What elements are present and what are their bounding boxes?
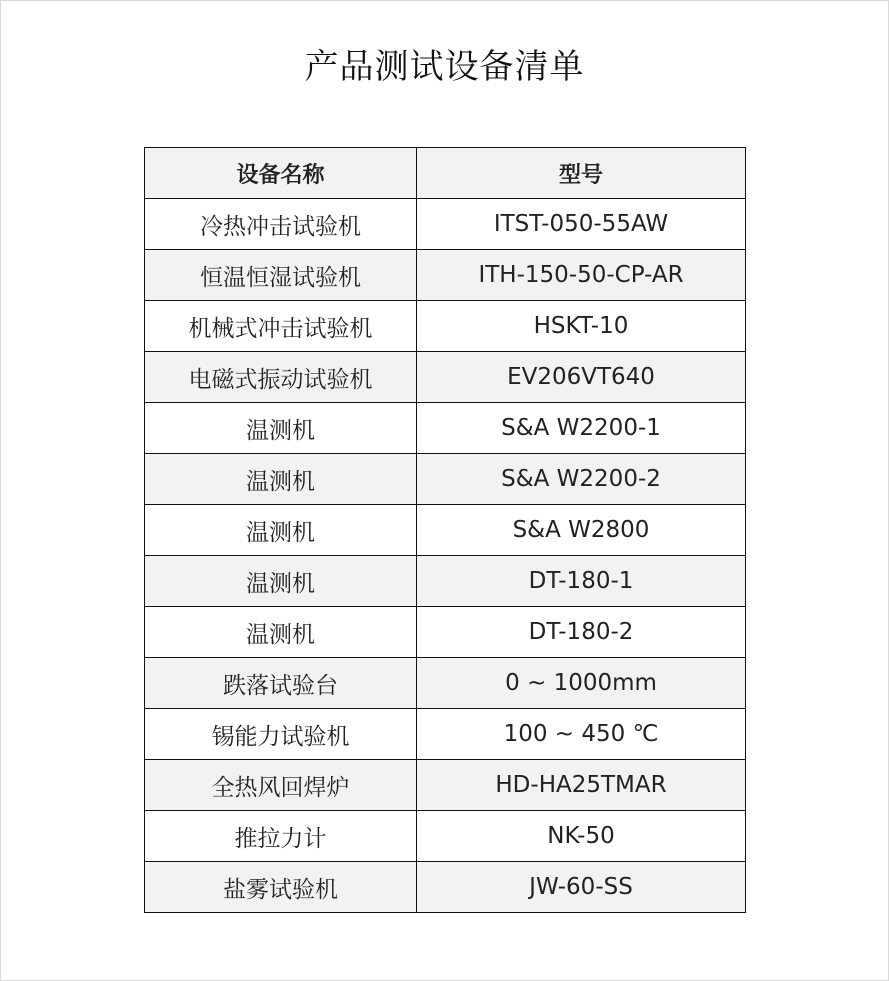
equipment-table — [144, 147, 746, 913]
table-row — [145, 505, 746, 556]
equipment-name-cell: 推拉力计 — [145, 811, 417, 862]
model-cell: S&A W2200-1 — [417, 403, 746, 454]
table-header-row — [145, 148, 746, 199]
equipment-name-cell: 盐雾试验机 — [145, 862, 417, 913]
equipment-name-cell: 跌落试验台 — [145, 658, 417, 709]
table-body — [145, 199, 746, 913]
equipment-name-cell: 温测机 — [145, 403, 417, 454]
equipment-name-cell: 温测机 — [145, 454, 417, 505]
model-cell: HSKT-10 — [417, 301, 746, 352]
table-row — [145, 403, 746, 454]
table-row — [145, 607, 746, 658]
model-cell: 0 ~ 1000mm — [417, 658, 746, 709]
model-cell: DT-180-2 — [417, 607, 746, 658]
equipment-name-cell: 电磁式振动试验机 — [145, 352, 417, 403]
equipment-name-cell: 冷热冲击试验机 — [145, 199, 417, 250]
equipment-name-cell: 锡能力试验机 — [145, 709, 417, 760]
header-model: 型号 — [417, 148, 746, 199]
model-cell: S&A W2200-2 — [417, 454, 746, 505]
page-title: 产品测试设备清单 — [304, 47, 585, 87]
model-cell: 100 ~ 450 ℃ — [417, 709, 746, 760]
table-row — [145, 862, 746, 913]
equipment-name-cell: 机械式冲击试验机 — [145, 301, 417, 352]
table-row — [145, 658, 746, 709]
table-row — [145, 454, 746, 505]
table-row — [145, 709, 746, 760]
table-row — [145, 250, 746, 301]
model-cell: ITST-050-55AW — [417, 199, 746, 250]
model-cell: DT-180-1 — [417, 556, 746, 607]
table-row — [145, 811, 746, 862]
header-equipment-name: 设备名称 — [145, 148, 417, 199]
equipment-name-cell: 温测机 — [145, 505, 417, 556]
equipment-name-cell: 温测机 — [145, 607, 417, 658]
equipment-name-cell: 恒温恒湿试验机 — [145, 250, 417, 301]
table-row — [145, 199, 746, 250]
model-cell: ITH-150-50-CP-AR — [417, 250, 746, 301]
model-cell: NK-50 — [417, 811, 746, 862]
model-cell: HD-HA25TMAR — [417, 760, 746, 811]
model-cell: S&A W2800 — [417, 505, 746, 556]
table-row — [145, 352, 746, 403]
table-row — [145, 760, 746, 811]
model-cell: EV206VT640 — [417, 352, 746, 403]
table-row — [145, 556, 746, 607]
table-row — [145, 301, 746, 352]
equipment-name-cell: 全热风回焊炉 — [145, 760, 417, 811]
model-cell: JW-60-SS — [417, 862, 746, 913]
equipment-name-cell: 温测机 — [145, 556, 417, 607]
